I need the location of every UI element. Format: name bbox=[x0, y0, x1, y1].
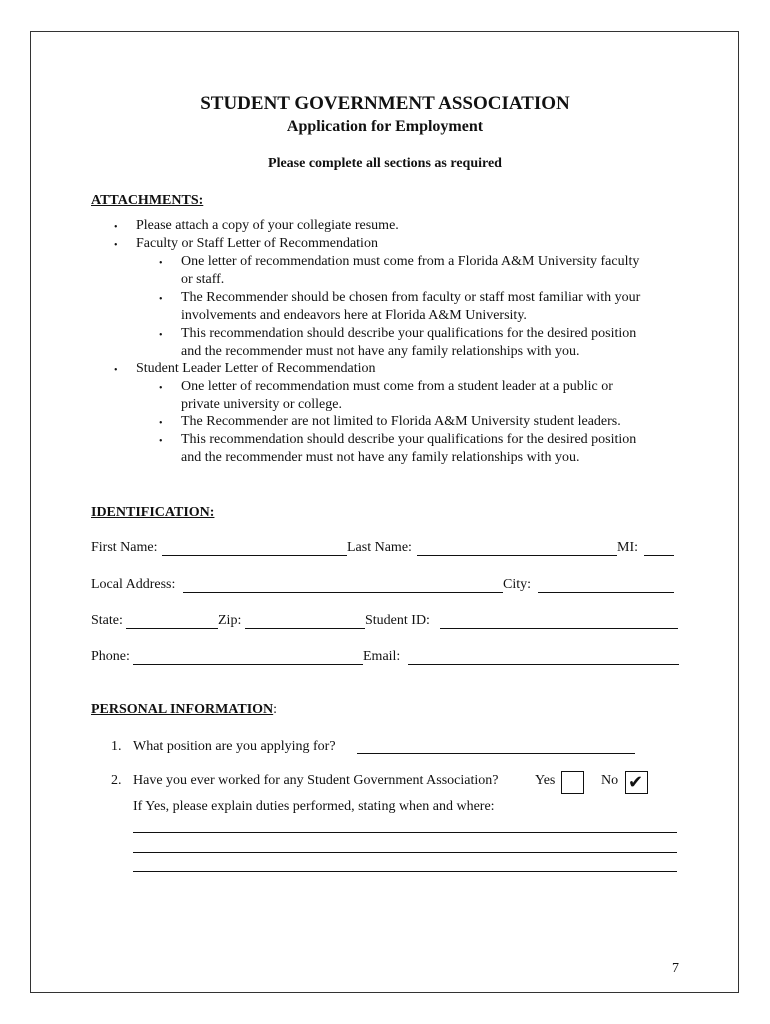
last-name-field[interactable] bbox=[417, 555, 617, 556]
bullet-icon: • bbox=[159, 383, 163, 394]
first-name-label: First Name: bbox=[91, 540, 158, 555]
city-field[interactable] bbox=[538, 592, 674, 593]
attachment-subitem: One letter of recommendation must come from a student leader at a public or bbox=[181, 379, 613, 394]
explain-prompt: If Yes, please explain duties performed, stating when and where: bbox=[133, 799, 495, 814]
mi-field[interactable] bbox=[644, 555, 674, 556]
attachment-subitem: and the recommender must not have any family relationships with you. bbox=[181, 450, 580, 465]
personal-info-heading bbox=[91, 702, 277, 718]
local-address-field[interactable] bbox=[183, 592, 503, 593]
attachment-subitem: private university or college. bbox=[181, 397, 342, 412]
document-subtitle: Application for Employment bbox=[286, 118, 484, 135]
bullet-icon: • bbox=[159, 294, 163, 305]
personal-info-heading-colon: : bbox=[273, 702, 278, 717]
attachment-subitem: The Recommender should be chosen from faculty or staff most familiar with your bbox=[181, 290, 641, 305]
email-label: Email: bbox=[363, 649, 401, 664]
bullet-icon: • bbox=[114, 240, 118, 251]
yes-label: Yes bbox=[535, 773, 556, 788]
document-title: STUDENT GOVERNMENT ASSOCIATION bbox=[200, 93, 570, 114]
attachment-subitem: involvements and endeavors here at Florida A&M University. bbox=[181, 308, 527, 323]
zip-label: Zip: bbox=[218, 613, 242, 628]
bullet-icon: • bbox=[159, 258, 163, 269]
city-label: City: bbox=[503, 577, 532, 592]
phone-field[interactable] bbox=[133, 664, 363, 665]
page-number: 7 bbox=[672, 961, 679, 976]
explain-line-3[interactable] bbox=[133, 871, 677, 872]
mi-label: MI: bbox=[617, 540, 638, 555]
explain-line-2[interactable] bbox=[133, 852, 677, 853]
explain-line-1[interactable] bbox=[133, 832, 677, 833]
question-2-number: 2. bbox=[111, 773, 122, 788]
checkmark-icon: ✔ bbox=[628, 772, 644, 792]
first-name-field[interactable] bbox=[162, 555, 347, 556]
personal-info-heading-text: PERSONAL INFORMATION bbox=[91, 702, 274, 717]
local-address-label: Local Address: bbox=[91, 577, 176, 592]
attachments-heading: ATTACHMENTS: bbox=[91, 193, 204, 208]
bullet-icon: • bbox=[114, 365, 118, 376]
student-id-field[interactable] bbox=[440, 628, 678, 629]
attachment-item: Faculty or Staff Letter of Recommendation bbox=[136, 236, 378, 251]
bullet-icon: • bbox=[159, 418, 163, 429]
last-name-label: Last Name: bbox=[347, 540, 412, 555]
position-field[interactable] bbox=[357, 753, 635, 754]
state-label: State: bbox=[91, 613, 123, 628]
attachment-subitem: One letter of recommendation must come from a Florida A&M University faculty bbox=[181, 254, 640, 269]
zip-field[interactable] bbox=[245, 628, 365, 629]
student-id-label: Student ID: bbox=[365, 613, 430, 628]
email-field[interactable] bbox=[408, 664, 679, 665]
question-1-text: What position are you applying for? bbox=[133, 739, 336, 754]
attachment-subitem: and the recommender must not have any family relationships with you. bbox=[181, 344, 580, 359]
question-2-text: Have you ever worked for any Student Government Association? bbox=[133, 773, 499, 788]
bullet-icon: • bbox=[159, 436, 163, 447]
phone-label: Phone: bbox=[91, 649, 130, 664]
state-field[interactable] bbox=[126, 628, 218, 629]
no-label: No bbox=[601, 773, 619, 788]
no-checkbox[interactable] bbox=[625, 771, 648, 794]
attachment-subitem: This recommendation should describe your qualifications for the desired position bbox=[181, 326, 637, 341]
attachment-subitem: or staff. bbox=[181, 272, 225, 287]
yes-checkbox[interactable] bbox=[561, 771, 584, 794]
attachment-item: Please attach a copy of your collegiate resume. bbox=[136, 218, 399, 233]
bullet-icon: • bbox=[159, 330, 163, 341]
bullet-icon: • bbox=[114, 222, 118, 233]
instructions: Please complete all sections as required bbox=[268, 156, 502, 171]
attachment-subitem: This recommendation should describe your qualifications for the desired position bbox=[181, 432, 637, 447]
identification-heading: IDENTIFICATION: bbox=[91, 505, 215, 520]
attachment-subitem: The Recommender are not limited to Florida A&M University student leaders. bbox=[181, 414, 621, 429]
question-1-number: 1. bbox=[111, 739, 122, 754]
attachment-item: Student Leader Letter of Recommendation bbox=[136, 361, 376, 376]
